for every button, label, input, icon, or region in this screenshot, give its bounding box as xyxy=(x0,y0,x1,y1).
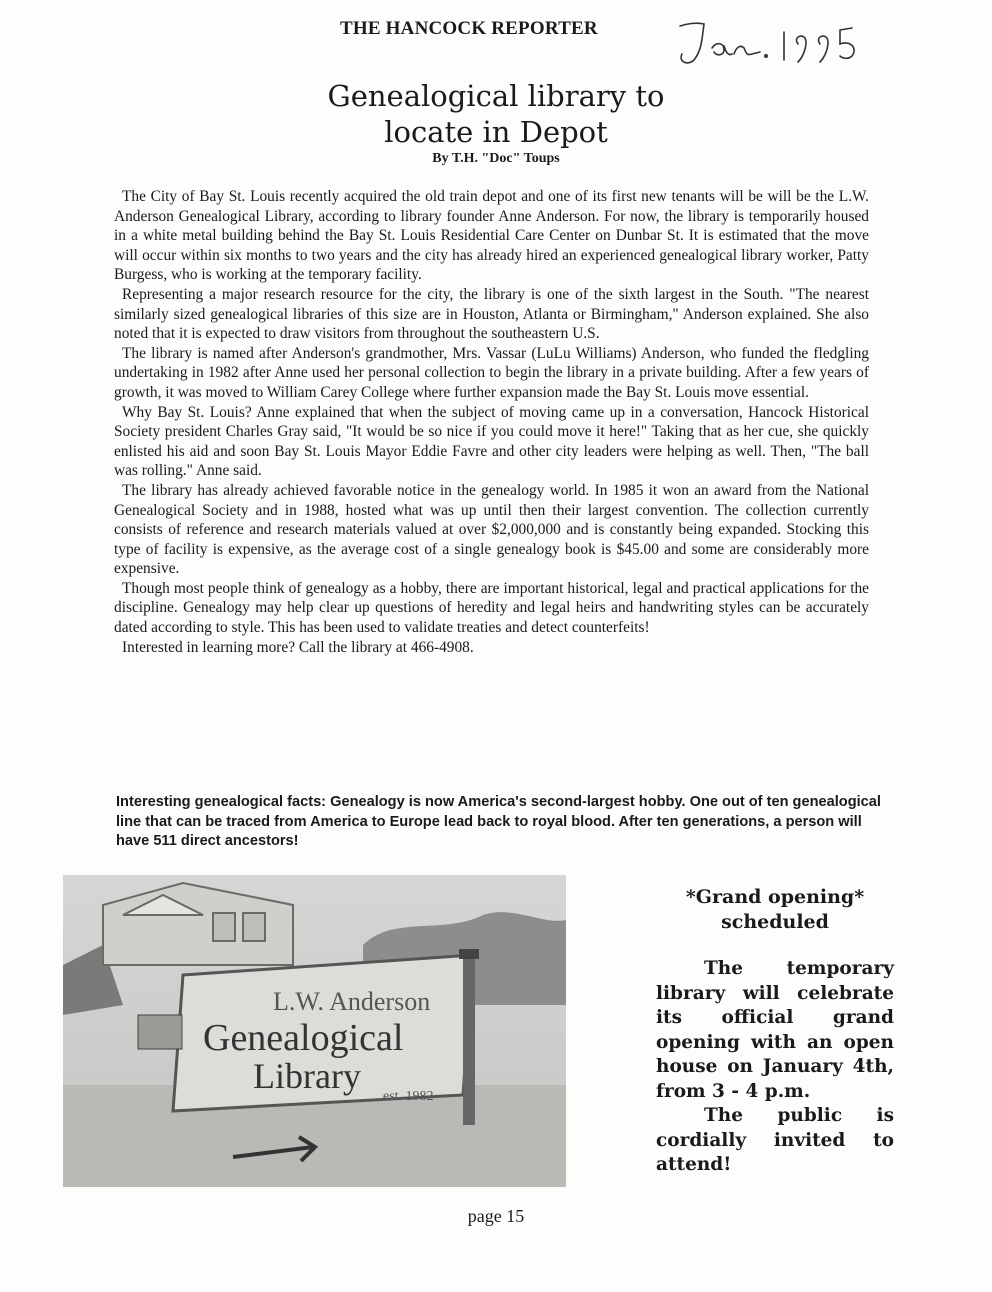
article-paragraph: Representing a major research resource for the city, the library is one of the sixth largest in the South. "The nearest similarly sized genealogical libraries of this size are in Houston, Atlanta or Birmingham," Anderson explained. She also noted that it is expected to draw visitors from throughout the southeastern U.S. xyxy=(114,285,869,343)
sidebar-body xyxy=(656,957,894,1178)
sidebar-heading-line-1: *Grand opening* xyxy=(685,886,865,908)
library-sign-photo xyxy=(63,875,566,1187)
sidebar-paragraph: The public is cordially invited to attend! xyxy=(656,1105,894,1175)
sidebar-paragraph: The temporary library will celebrate its official grand opening with an open house on January 4th, from 3 - 4 p.m. xyxy=(656,958,894,1102)
sign-text-line-2: Genealogical xyxy=(203,1017,404,1059)
sidebar-heading-line-2: scheduled xyxy=(721,911,829,933)
article-body xyxy=(114,187,869,657)
article-paragraph: The library has already achieved favorable notice in the genealogy world. In 1985 it won an award from the National Genealogical Society and in 1988, hosted what was up until then their largest convention. The collection currently consists of reference and research materials valued at over $2,000,000 and is constantly being expanded. Stocking this type of facility is expensive, as the average cost of a single genealogy book is $45.00 and some are considerably more expensive. xyxy=(114,481,869,578)
page-number: page 15 xyxy=(467,1206,525,1226)
article-paragraph: Why Bay St. Louis? Anne explained that when the subject of moving came up in a conversation, Hancock Historical Society president Charles Gray said, "It would be so nice if you could move it here!" Taking that as her cue, she quickly enlisted his aid and soon Bay St. Louis Mayor Eddie Favre and other city leaders were helping as well. Then, "The ball was rolling." Anne said. xyxy=(114,403,869,480)
headline xyxy=(0,78,992,150)
sign-text-line-3: Library xyxy=(253,1056,361,1096)
article-paragraph: The library is named after Anderson's grandmother, Mrs. Vassar (LuLu Williams) Anderson, who funded the fledgling undertaking in 1982 after Anne used her personal collection to begin the library in a private building. After a few years of growth, it was moved to William Carey College where further expansion made the Bay St. Louis move essential. xyxy=(114,344,869,401)
sign-text-est: est. 1982 xyxy=(383,1089,434,1104)
byline: By T.H. "Doc" Toups xyxy=(432,151,560,166)
handwritten-date xyxy=(672,14,872,74)
grand-opening-sidebar xyxy=(656,885,894,1178)
article-paragraph: Interested in learning more? Call the library at 466-4908. xyxy=(122,638,474,656)
masthead: THE HANCOCK REPORTER xyxy=(340,18,598,39)
sign-text-line-1: L.W. Anderson xyxy=(273,987,431,1016)
headline-line-2: locate in Depot xyxy=(384,115,608,149)
headline-line-1: Genealogical library to xyxy=(327,79,665,113)
article-paragraph: Though most people think of genealogy as a hobby, there are important historical, legal and practical applications for the discipline. Genealogy may help clear up questions of heredity and legal heirs and handwriting styles can be accurately dated according to style. This has been used to validate treaties and detect counterfeits! xyxy=(114,579,869,637)
genealogy-facts: Interesting genealogical facts: Genealogy is now America's second-largest hobby. One out of ten genealogical line that can be traced from America to Europe lead back to royal blood. After ten generations, a person will have 511 direct ancestors! xyxy=(116,794,881,849)
article-paragraph: The City of Bay St. Louis recently acquired the old train depot and one of its first new tenants will be will be the L.W. Anderson Genealogical Library, according to library founder Anne Anderson. For now, the library is temporarily housed in a white metal building behind the Bay St. Louis Residential Care Center on Dunbar St. It is estimated that the move will occur within six months to two years and the city has already hired an experienced genealogical library worker, Patty Burgess, who is working at the temporary facility. xyxy=(114,188,869,284)
sidebar-heading xyxy=(656,885,894,935)
